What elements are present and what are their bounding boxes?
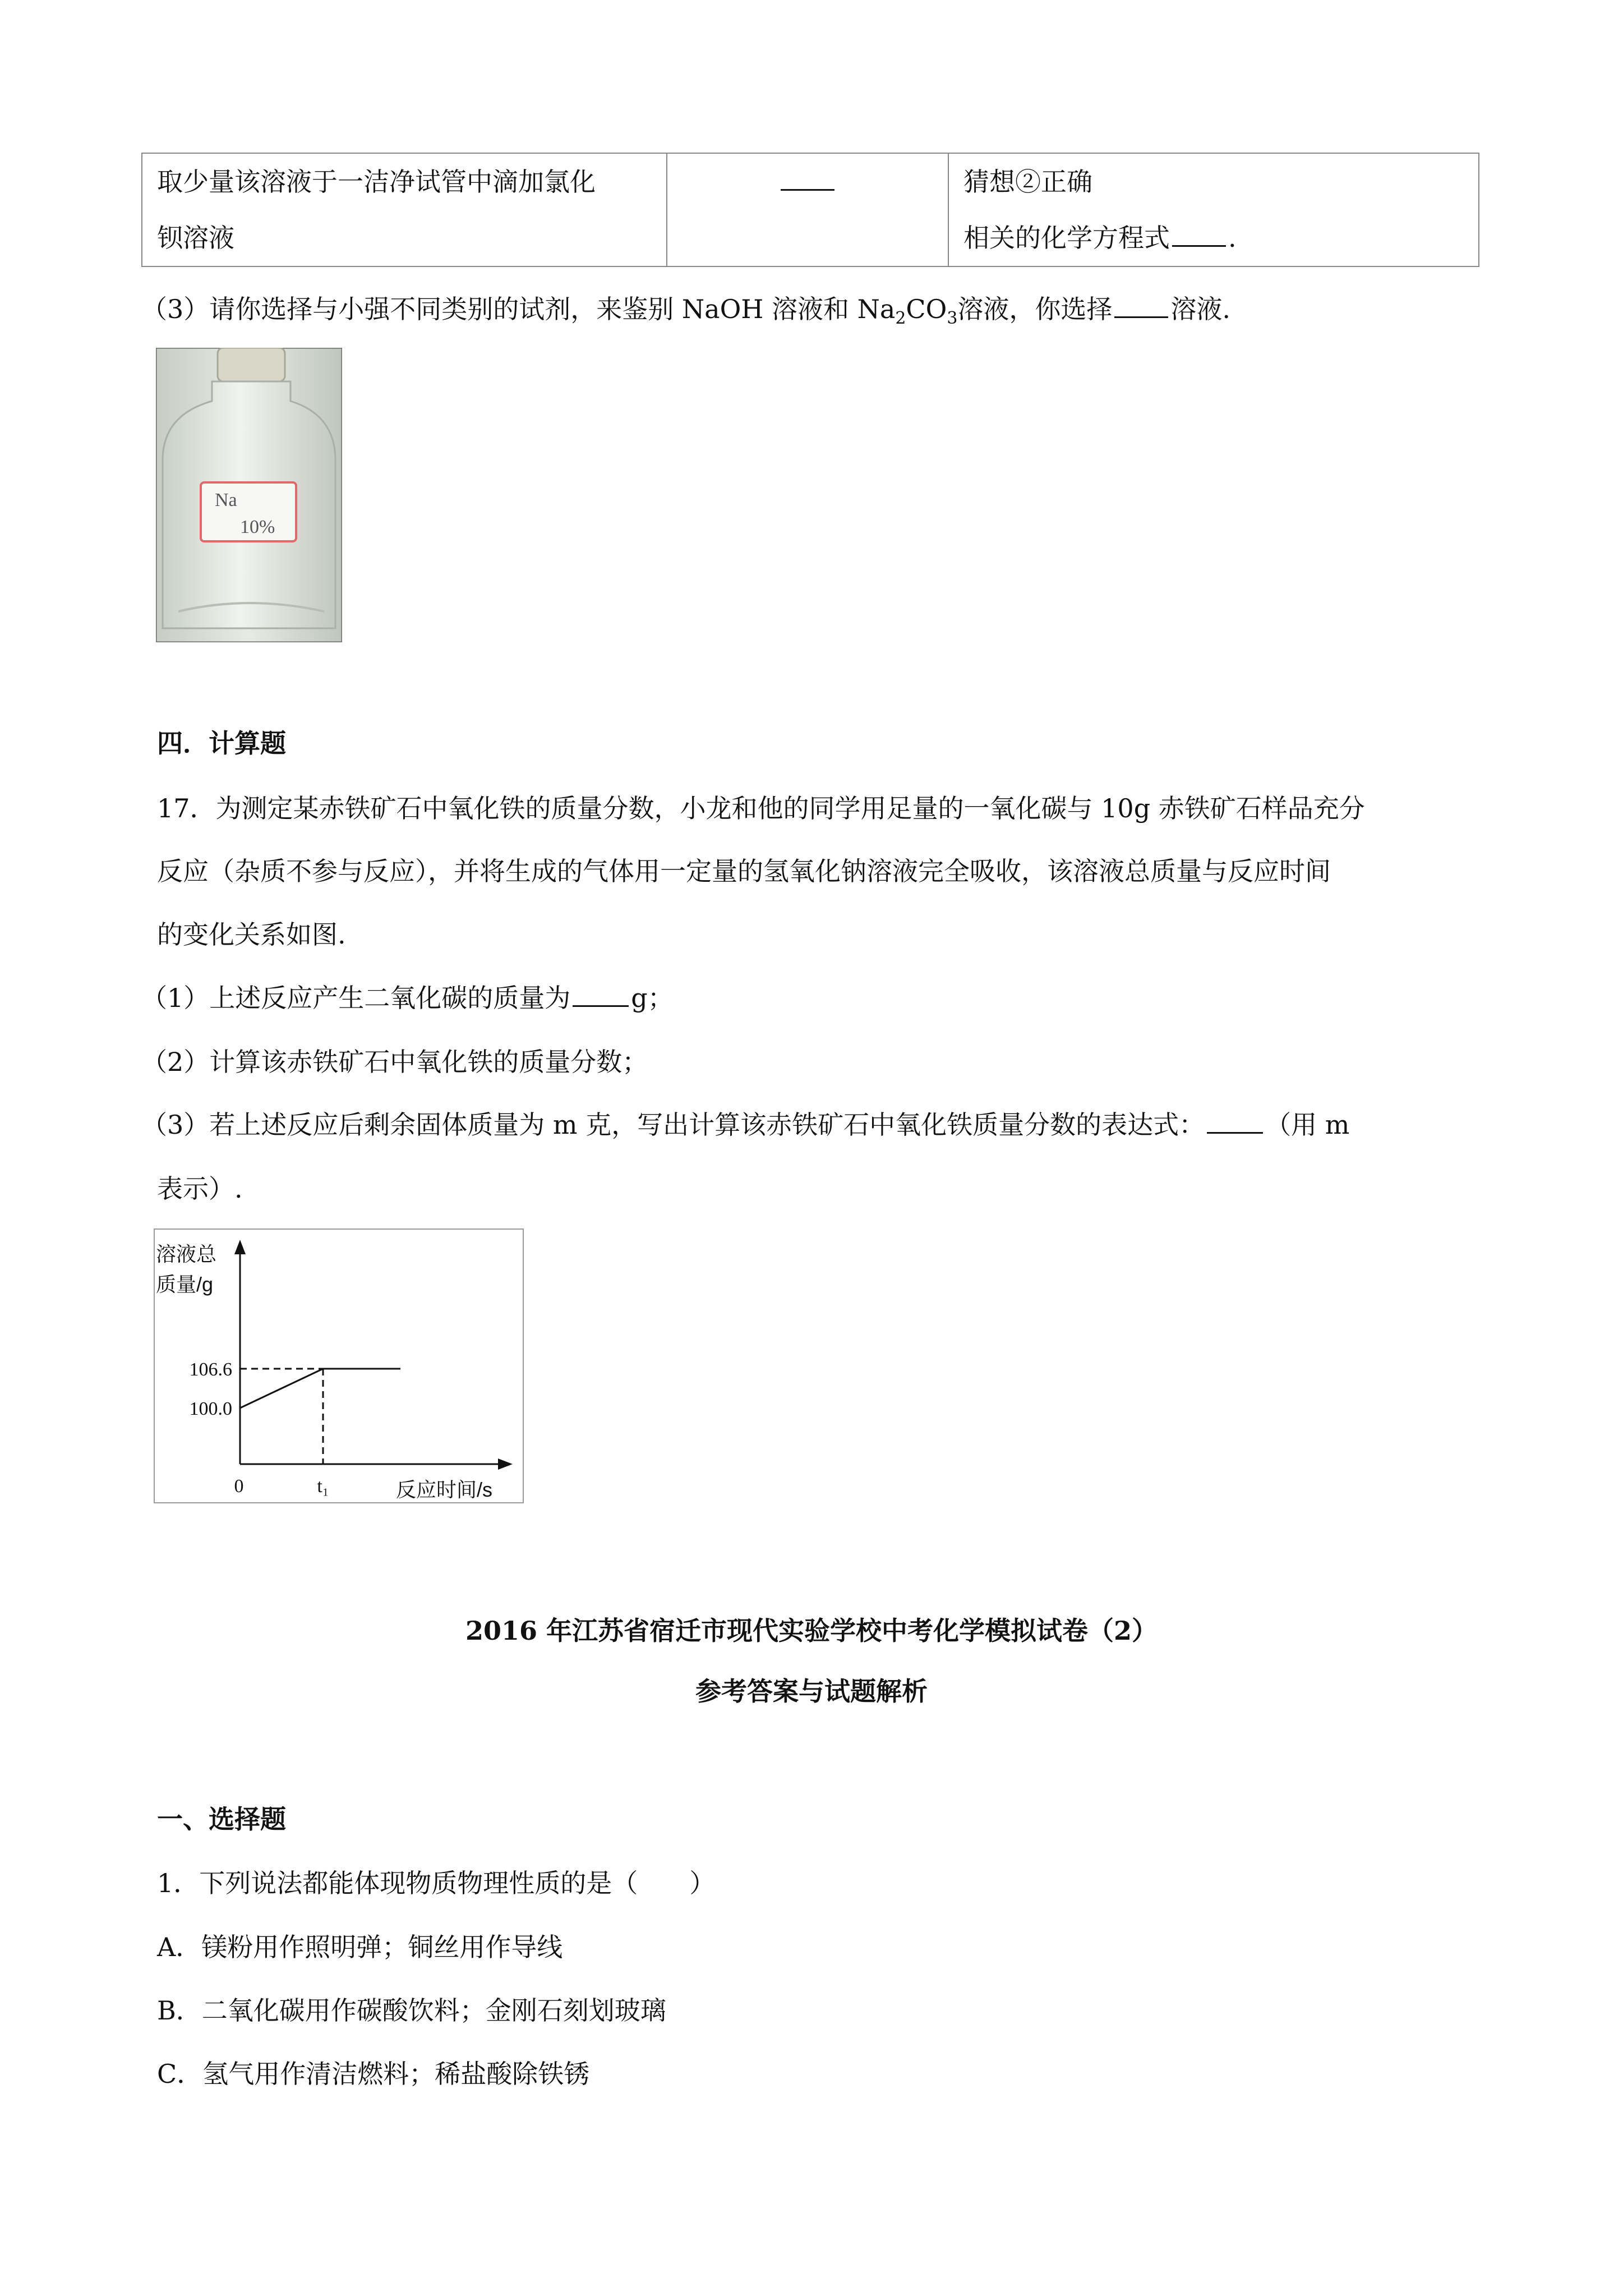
sub1-suffix: g；	[631, 983, 674, 1013]
phenomenon-cell	[667, 153, 948, 266]
reagent-bottle-photo	[156, 348, 342, 642]
q17-sub-3	[141, 1112, 1349, 1138]
q3-sub-3: 3	[947, 309, 958, 329]
answer-title: 2016 年江苏省宿迁市现代实验学校中考化学模拟试卷（2）	[465, 1616, 1158, 1646]
sub3-suffix: （用 m	[1265, 1110, 1350, 1140]
option-b: B．二氧化碳用作碳酸饮料；金刚石刻划玻璃	[157, 1995, 666, 2026]
sub1-prefix: （1）上述反应产生二氧化碳的质量为	[141, 983, 571, 1013]
equation-suffix: .	[1228, 223, 1237, 253]
q17-line-2: 反应（杂质不参与反应），并将生成的气体用一定量的氢氧化钠溶液完全吸收，该溶液总质量与反应时间	[157, 856, 1331, 886]
q3-mid: CO	[906, 294, 947, 324]
q3-blank[interactable]	[1114, 298, 1168, 318]
x-tick-label: 0	[234, 1476, 244, 1497]
conclusion-line-2	[949, 210, 1478, 266]
conclusion-cell	[948, 153, 1479, 266]
y-tick-label: 106.6	[189, 1359, 232, 1380]
equation-prefix: 相关的化学方程式	[963, 223, 1170, 253]
operation-line-1: 取少量该溶液于一洁净试管中滴加氯化	[157, 167, 596, 197]
q17-sub-3-line-2: 表示）.	[157, 1174, 243, 1204]
section-1-title: 一、选择题	[157, 1804, 286, 1834]
option-c: C．氢气用作清洁燃料；稀盐酸除铁锈	[157, 2059, 590, 2089]
expression-blank[interactable]	[1207, 1114, 1263, 1134]
q3-suffix: 溶液.	[1170, 294, 1231, 324]
question-1: 1．下列说法都能体现物质物理性质的是（ ）	[157, 1868, 716, 1898]
bottle-image	[156, 348, 342, 642]
x-axis-label: 反应时间/s	[396, 1478, 493, 1501]
q3-prefix: （3）请你选择与小强不同类别的试剂，来鉴别 NaOH 溶液和 Na	[141, 294, 896, 324]
y-axis-label-line-1: 溶液总	[156, 1243, 217, 1266]
operation-cell	[142, 153, 667, 266]
y-axis-label-line-2: 质量/g	[156, 1273, 214, 1296]
sub3-prefix: （3）若上述反应后剩余固体质量为 m 克，写出计算该赤铁矿石中氧化铁质量分数的表达式：	[141, 1110, 1205, 1140]
q17-sub-2: （2）计算该赤铁矿石中氧化铁的质量分数；	[141, 1047, 648, 1077]
phenomenon-blank[interactable]	[781, 171, 834, 191]
bottle-label-line-2: 10%	[240, 517, 275, 537]
phenomenon-blank-line	[667, 154, 948, 210]
q3-sub-2: 2	[895, 309, 906, 329]
co2-mass-blank[interactable]	[573, 987, 629, 1007]
conclusion-line-1: 猜想②正确	[963, 167, 1092, 197]
mass-time-chart	[154, 1228, 524, 1503]
q17-line-1: 17．为测定某赤铁矿石中氧化铁的质量分数，小龙和他的同学用足量的一氧化碳与 10g 赤铁矿石样品充分	[157, 793, 1365, 823]
question-3	[141, 296, 1230, 327]
option-a: A．镁粉用作照明弹；铜丝用作导线	[157, 1932, 563, 1962]
chart-svg	[154, 1228, 524, 1503]
section-4-title: 四．计算题	[157, 728, 286, 758]
y-tick-label: 100.0	[189, 1398, 232, 1419]
q3-rest: 溶液，你选择	[957, 294, 1113, 324]
q17-line-3: 的变化关系如图.	[157, 919, 346, 950]
answer-subtitle: 参考答案与试题解析	[695, 1676, 928, 1706]
q17-sub-1	[141, 985, 674, 1011]
x-tick-label: t₁	[317, 1476, 329, 1497]
equation-blank[interactable]	[1172, 227, 1226, 247]
operation-line-2: 钡溶液	[157, 223, 234, 253]
experiment-table	[141, 153, 1479, 267]
bottle-label-line-1: Na	[215, 490, 237, 510]
table-row	[142, 153, 1479, 266]
